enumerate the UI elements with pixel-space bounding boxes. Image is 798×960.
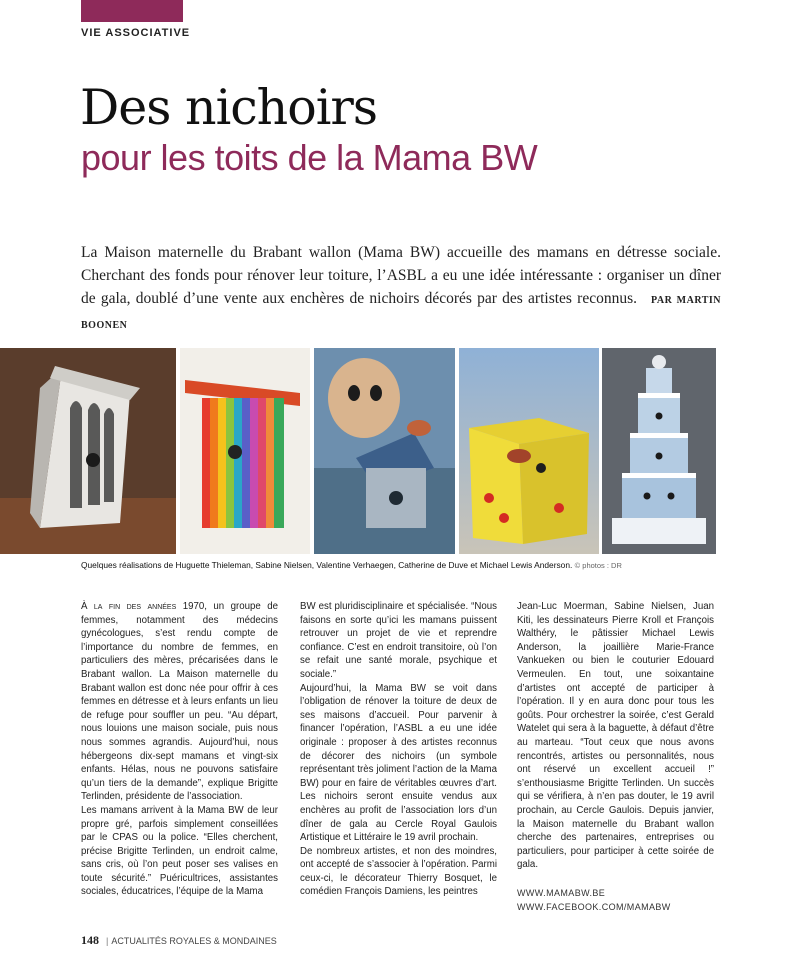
publication-name: ACTUALITÉS ROYALES & MONDAINES	[111, 936, 277, 946]
col2-asbl: ASBL	[397, 723, 423, 735]
article-column-1	[81, 600, 278, 899]
caption-text: Quelques réalisations de Huguette Thieleman, Sabine Nielsen, Valentine Verhaegen, Catherine de Duve et Michael Lewis Anderson.	[81, 560, 573, 570]
photo-credit: © photos : DR	[574, 561, 622, 570]
col3-paragraph-1: Jean-Luc Moerman, Sabine Nielsen, Juan Kiti, les dessinateurs Pierre Kroll et François Walthéry, le pâtissier Michael Lewis Anderson, la joaillière Marie-France Vankueken ou bien le couturier Edouard Vermeulen. En tout, une soixantaine d’artistes ont accepté de participer à l’opération. Il y en aura donc pour tous les goûts. Pour orchestrer la soirée, c’est Gerald Watelet qui sera à la baguette, à défaut d’être au marteau. “Tout ceux que nous avons rencontrés, artistes ou personnalités, nous ont réservé un excellent accueil !” s’enthousiasme Brigitte Terlinden. Un succès qui se vérifiera, à n’en pas douter, le 19 avril prochain, au Cercle Gaulois. Depuis janvier, la Maison maternelle du Brabant wallon cherche des partenaires, entreprises ou particuliers, pour participer à cette soirée de gala.	[517, 601, 714, 871]
link-mamabw[interactable]: WWW.MAMABW.BE	[517, 887, 606, 898]
article-subtitle: pour les toits de la Mama BW	[81, 137, 538, 178]
col2-p2-end: a eu une idée originale : proposer à des artistes reconnus de décorer des nichoirs (un symbole représentant très joliment l’action de la Mama BW) pour en faire de véritables œuvres d’art. Les nichoirs seront ensuite vendus aux enchères au profit de l’association lors d’un dîner de gala au Cercle Royal Gaulois Artistique et Littéraire le 19 avril prochain.	[300, 723, 497, 844]
section-color-bar	[81, 0, 183, 22]
col2-paragraph-2	[300, 682, 497, 845]
web-links	[517, 886, 714, 914]
lead-in: À la fin des années	[81, 601, 177, 612]
birdhouse-painted-girl-bird-icon	[314, 348, 455, 554]
photo-sabine-nielsen	[180, 348, 310, 554]
article-title: Des nichoirs	[80, 79, 377, 136]
col1-p1-text: 1970, un groupe de femmes, notamment des médecins gynécologues, s’est rendu compte de l’importance du nombre de femmes, en particuliers des mères, précarisées dans le Brabant wallon. La Maison maternelle du Brabant wallon est donc née pour offrir à ces femmes en détresse et à leurs enfants un lieu de refuge pour souffler un peu. “Au départ, nous louions une maison sociale, puis nous nous sommes agrandis. Aujourd’hui, nous hébergeons dix-sept mamans et vingt-six enfants. Hélas, nous ne pouvons satisfaire qu’un tiers de la demande”, explique Brigitte Terlinden, présidente de l’association.	[81, 601, 278, 803]
article-column-2	[300, 600, 497, 899]
photo-michael-lewis-anderson	[602, 348, 716, 554]
lead-text-end: a eu une idée intéressante : organiser un dîner de gala, doublé d’une vente aux enchères de nichoirs décorés par des artistes reconnus.	[81, 267, 721, 307]
col1-paragraph-1	[81, 600, 278, 804]
birdhouse-rainbow-stripes-icon	[180, 348, 310, 554]
byline: PAR MARTIN BOONEN	[81, 295, 721, 331]
photo-catherine-de-duve	[459, 348, 599, 554]
article-lead	[81, 241, 721, 337]
section-label: VIE ASSOCIATIVE	[81, 27, 191, 39]
col2-paragraph-3: De nombreux artistes, et non des moindres, ont accepté de s’associer à l’opération. Parmi ceux-ci, le décorateur Thierry Bosquet, le comédien François Damiens, les peintres	[300, 845, 497, 898]
birdhouse-ink-figures-icon	[0, 348, 176, 554]
lead-asbl: ASBL	[386, 267, 427, 284]
photo-huguette-thieleman	[0, 348, 176, 554]
col2-paragraph-1: BW est pluridisciplinaire et spécialisée. “Nous faisons en sorte qu’ici les mamans puissent retrouver un projet de vie et reprendre confiance. C’est en endroit transitoire, où l’on se refait une santé morale, psychique et sociale.”	[300, 601, 497, 680]
birdhouse-sugar-tower-icon	[602, 348, 716, 554]
page-footer	[81, 933, 277, 948]
photo-caption	[81, 560, 721, 570]
photo-valentine-verhaegen	[314, 348, 455, 554]
lead-text-start: La Maison maternelle du Brabant wallon (Mama BW) accueille des mamans en détresse sociale. Cherchant des fonds pour rénover leur toiture, l’	[81, 244, 721, 284]
page-number: 148	[81, 933, 99, 947]
link-facebook[interactable]: WWW.FACEBOOK.COM/MAMABW	[517, 901, 671, 912]
article-column-3	[517, 600, 714, 914]
col2-p2-start: Aujourd’hui, la Mama BW se voit dans l’obligation de rénover la toiture de deux de ses maisons d’accueil. Pour parvenir à financer l’opération, l’	[300, 682, 497, 735]
photo-strip	[0, 348, 716, 554]
birdhouse-yellow-flowers-icon	[459, 348, 599, 554]
col1-paragraph-2: Les mamans arrivent à la Mama BW de leur propre gré, parfois simplement conseillées par le CPAS ou la police. “Elles cherchent, précise Brigitte Terlinden, un endroit calme, sans cris, où l’on peut poser ses valises en toute sécurité.” Puéricultrices, assistantes sociales, éducatrices, l’équipe de la Mama	[81, 804, 278, 898]
footer-separator: |	[106, 936, 109, 946]
